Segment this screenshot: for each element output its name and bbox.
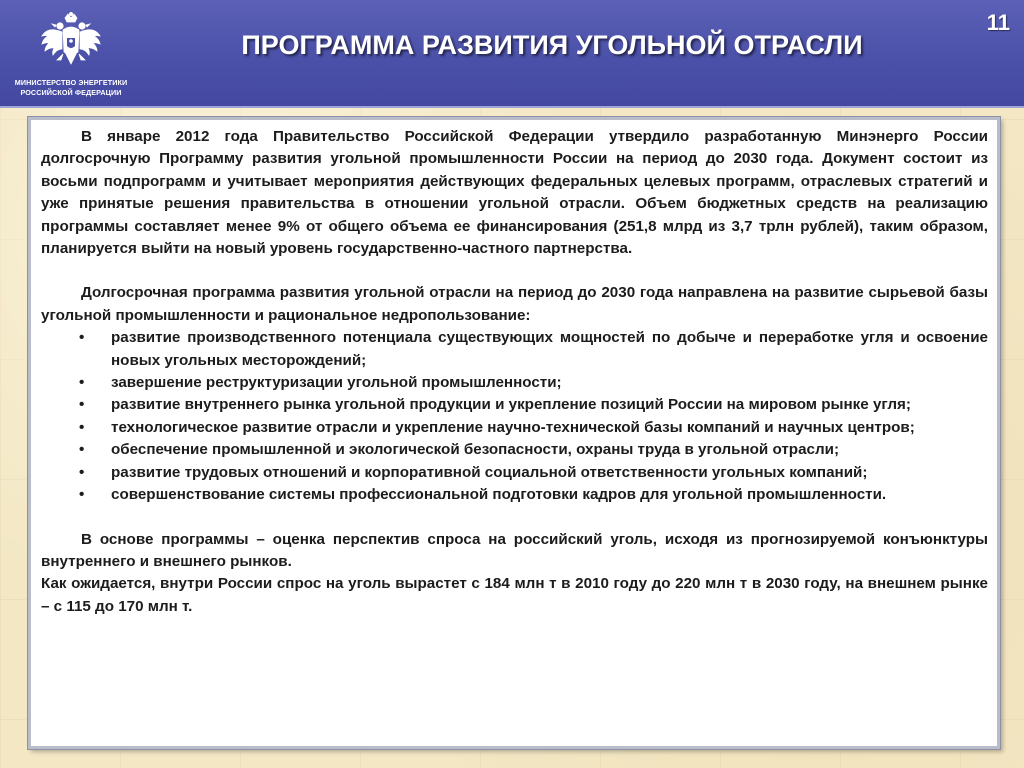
slide-title: ПРОГРАММА РАЗВИТИЯ УГОЛЬНОЙ ОТРАСЛИ — [241, 30, 863, 60]
ministry-line-1: МИНИСТЕРСТВО ЭНЕРГЕТИКИ — [14, 78, 128, 87]
header-bar — [0, 0, 1024, 108]
list-item — [41, 394, 988, 416]
list-item — [41, 484, 988, 506]
bullet-icon: • — [79, 418, 85, 436]
ministry-line-2: РОССИЙСКОЙ ФЕДЕРАЦИИ — [20, 88, 122, 97]
paragraph-demand-basis: В основе программы – оценка перспектив спроса на российский уголь, исходя из прогнозируемой конъюнктуры внутреннего и внешнего рынков. — [41, 530, 988, 570]
paragraph-program-goal: Долгосрочная программа развития угольной отрасли на период до 2030 года направлена на развитие сырьевой базы угольной промышленности и рациональное недропользование: — [41, 284, 988, 324]
ministry-name — [8, 78, 134, 98]
list-item — [41, 462, 988, 484]
bullet-icon: • — [79, 486, 85, 504]
bullet-icon: • — [79, 396, 85, 414]
spacer — [41, 260, 988, 282]
bullet-icon: • — [79, 463, 85, 481]
slide-number: 11 — [986, 10, 1010, 35]
bullet-icon: • — [79, 374, 85, 392]
paragraph-approval: В январе 2012 года Правительство Российской Федерации утвердило разработанную Минэнерго России долгосрочную Программу развития угольной промышленности России на период до 2030 года. Документ состоит из восьми подпрограмм и учитывает мероприятия действующих федеральных целевых программ, отраслевых стратегий и уже принятые решения правительства в отношении угольной отрасли. Объем бюджетных средств на реализацию программы составляет менее 9% от общего объема ее финансирования (251,8 млрд из 3,7 трлн рублей), таким образом, планируется выйти на новый уровень государственно-частного партнерства. — [41, 128, 988, 258]
list-item — [41, 439, 988, 461]
list-item-text: технологическое развитие отрасли и укрепление научно-технической базы компаний и научных центров; — [111, 418, 915, 436]
paragraph-demand-forecast: Как ожидается, внутри России спрос на уголь вырастет с 184 млн т в 2010 году до 220 млн т в 2030 году, на внешнем рынке – с 115 до 170 млн т. — [41, 575, 988, 615]
list-item-text: развитие внутреннего рынка угольной продукции и укрепление позиций России на мировом рынке угля; — [111, 396, 911, 414]
list-item-text: совершенствование системы профессиональной подготовки кадров для угольной промышленности. — [111, 486, 887, 504]
bullet-icon: • — [79, 329, 85, 347]
program-goals-list — [41, 327, 988, 506]
list-item — [41, 417, 988, 439]
list-item-text: завершение реструктуризации угольной промышленности; — [111, 374, 562, 392]
bullet-icon: • — [79, 441, 85, 459]
list-item-text: обеспечение промышленной и экологической безопасности, охраны труда в угольной отрасли; — [111, 441, 840, 459]
list-item — [41, 327, 988, 372]
spacer — [41, 507, 988, 529]
list-item-text: развитие производственного потенциала существующих мощностей по добыче и переработке угля и освоение новых угольных месторождений; — [111, 329, 988, 369]
list-item — [41, 372, 988, 394]
list-item-text: развитие трудовых отношений и корпоративной социальной ответственности угольных компаний; — [111, 463, 868, 481]
content-box — [28, 117, 1000, 749]
double-headed-eagle-icon — [36, 12, 106, 74]
